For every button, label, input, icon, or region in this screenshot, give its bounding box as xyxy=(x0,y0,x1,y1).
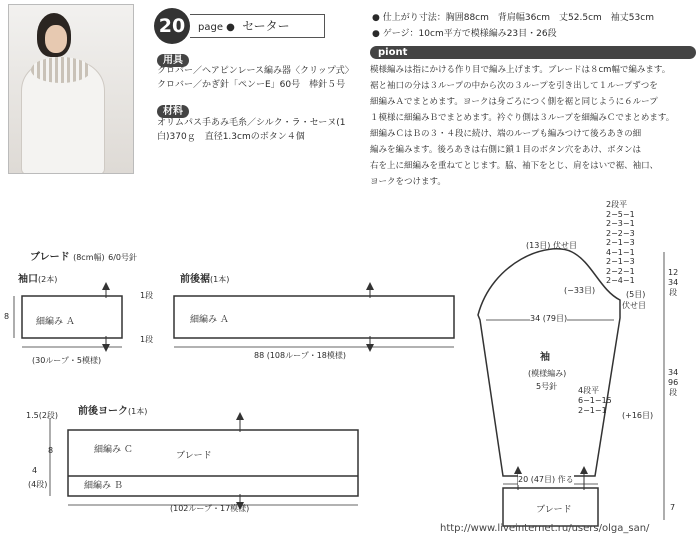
tools-line: クロバー／かぎ針「ペンーE」60号 棒針５号 xyxy=(157,80,346,90)
sleeve-cap-decrease: 2段平 2−5−1 2−3−1 2−2−3 2−1−3 4−1−1 2−1−3 2−2−1 2−4−1 xyxy=(606,200,635,285)
pattern-number-badge: 20 xyxy=(154,8,190,44)
bullet-icon: ● xyxy=(226,22,235,33)
yoke-center-label: ブレード xyxy=(176,451,212,461)
yoke-bottom-width: (102ループ・17模様) xyxy=(170,504,250,513)
braid-needle: 6/0号針 xyxy=(108,253,137,262)
yoke-top-measure: 1.5(2段) xyxy=(26,411,59,420)
point-line: 裾と袖口の分は３ループの中から次の３ループを引き出して１ループずつを xyxy=(370,81,658,91)
sleeve-title: 袖 xyxy=(540,352,550,363)
finished-size: ● 仕上がり寸法：胸囲88cm 背肩幅36cm 丈52.5cm 袖丈53cm xyxy=(372,13,654,23)
point-heading: piont xyxy=(370,46,696,59)
sleeve-cuff-width: 20 (47目) 作る xyxy=(518,475,574,484)
sleeve-bindoff: (5目) xyxy=(626,290,646,299)
sleeve-cap-height: 12 34 段 xyxy=(668,268,679,297)
sleeve-bindoff-2: 伏せ目 xyxy=(622,301,646,310)
sleeve-cuff-height: 7 xyxy=(670,503,676,512)
sleeve-cuff-label: ブレード xyxy=(536,505,572,515)
arrow-up-icon xyxy=(514,466,522,474)
point-line: 模様編みは指にかける作り目で編み上げます。ブレードは８cm幅で編みます。 xyxy=(370,65,671,75)
hem-count: (1本) xyxy=(210,275,230,284)
sleeve-increase: 4段平 6−1−15 2−1−1 xyxy=(578,386,612,415)
yoke-bottom-measure-b: (4段) xyxy=(28,480,48,489)
cuff-row-bottom: 1段 xyxy=(140,335,154,344)
point-line: 右を上に細編みを重ねてとじます。脇、袖下をとじ、肩をはいで裾、袖口、 xyxy=(370,161,659,171)
sleeve-minus: (−33目) xyxy=(564,286,596,295)
hem-title: 前後裾(1本) xyxy=(180,274,230,285)
watermark: http://www.liveinternet.ru/users/olga_san/ xyxy=(440,523,650,534)
sleeve-pattern: (模様編み) xyxy=(528,369,567,378)
arrow-up-icon xyxy=(580,466,588,474)
yoke-stitch-c: 細編み Ｃ xyxy=(94,445,133,455)
cuff-count: (2本) xyxy=(38,275,58,284)
arrow-up-icon xyxy=(366,282,374,290)
arrow-down-icon xyxy=(366,344,374,352)
arrow-up-icon xyxy=(102,282,110,290)
gauge: ● ゲージ：10cm平方で模様編み23目・26段 xyxy=(372,29,557,39)
braid-title: ブレード (8cm幅) 6/0号針 xyxy=(30,252,137,263)
garment-title: セーター xyxy=(242,19,290,33)
yoke-title: 前後ヨーク(1本) xyxy=(78,406,148,417)
arrow-up-icon xyxy=(236,412,244,420)
yarn-heading: 材料 xyxy=(157,99,189,118)
point-line: 細編みＡでまとめます。ヨークは身ごろにつく側を裾と同じように６ループ xyxy=(370,97,658,107)
yoke-bottom-measure-a: 4 xyxy=(32,466,38,475)
sleeve-plus: (+16目) xyxy=(622,411,654,420)
hem-bottom-measure: 88 (108ループ・18模様) xyxy=(254,351,347,360)
point-line: １模様に細編みＢでまとめます。衿ぐり側は３ループを細編みＣでまとめます。 xyxy=(370,113,675,123)
tools-heading: 用具 xyxy=(157,48,189,67)
page-word: page xyxy=(198,22,223,33)
sleeve-width-measure: 34 (79目) xyxy=(530,314,568,323)
yoke-count: (1本) xyxy=(128,407,148,416)
yarn-line: 白)370ｇ 直径1.3cmのボタン４個 xyxy=(157,132,305,142)
point-line: 細編みＣはＢの３・４段に続け、端のループも編みつけて後ろあきの細 xyxy=(370,129,642,139)
cuff-row-top: 1段 xyxy=(140,291,154,300)
braid-width: (8cm幅) xyxy=(73,253,105,262)
cuff-bottom-measure: (30ループ・5模様) xyxy=(32,356,102,365)
yoke-mid-measure: 8 xyxy=(48,446,54,455)
point-line: 編みを編みます。後ろあきは右側に鎖１目のボタン穴をあけ、ボタンは xyxy=(370,145,641,155)
tools-line: クロバー／ヘアピンレース編み器〈クリップ式〉 xyxy=(157,66,354,76)
sleeve-needle: 5号針 xyxy=(536,382,558,391)
sleeve-body-height: 34 96 段 xyxy=(668,368,679,397)
sleeve-top-bindoff: (13目) 伏せ目 xyxy=(526,241,577,250)
yarn-line: オリムパス手あみ毛糸／シルク・ラ・セーヌ(1 xyxy=(157,118,346,128)
cuff-height: 8 xyxy=(4,312,10,321)
cuff-stitch: 細編み Ａ xyxy=(36,317,75,327)
hem-stitch: 細編み Ａ xyxy=(190,315,229,325)
arrow-down-icon xyxy=(102,344,110,352)
yoke-stitch-b: 細編み Ｂ xyxy=(84,481,123,491)
cuff-title: 袖口(2本) xyxy=(18,274,58,285)
point-line: ヨークをつけます。 xyxy=(370,177,446,187)
